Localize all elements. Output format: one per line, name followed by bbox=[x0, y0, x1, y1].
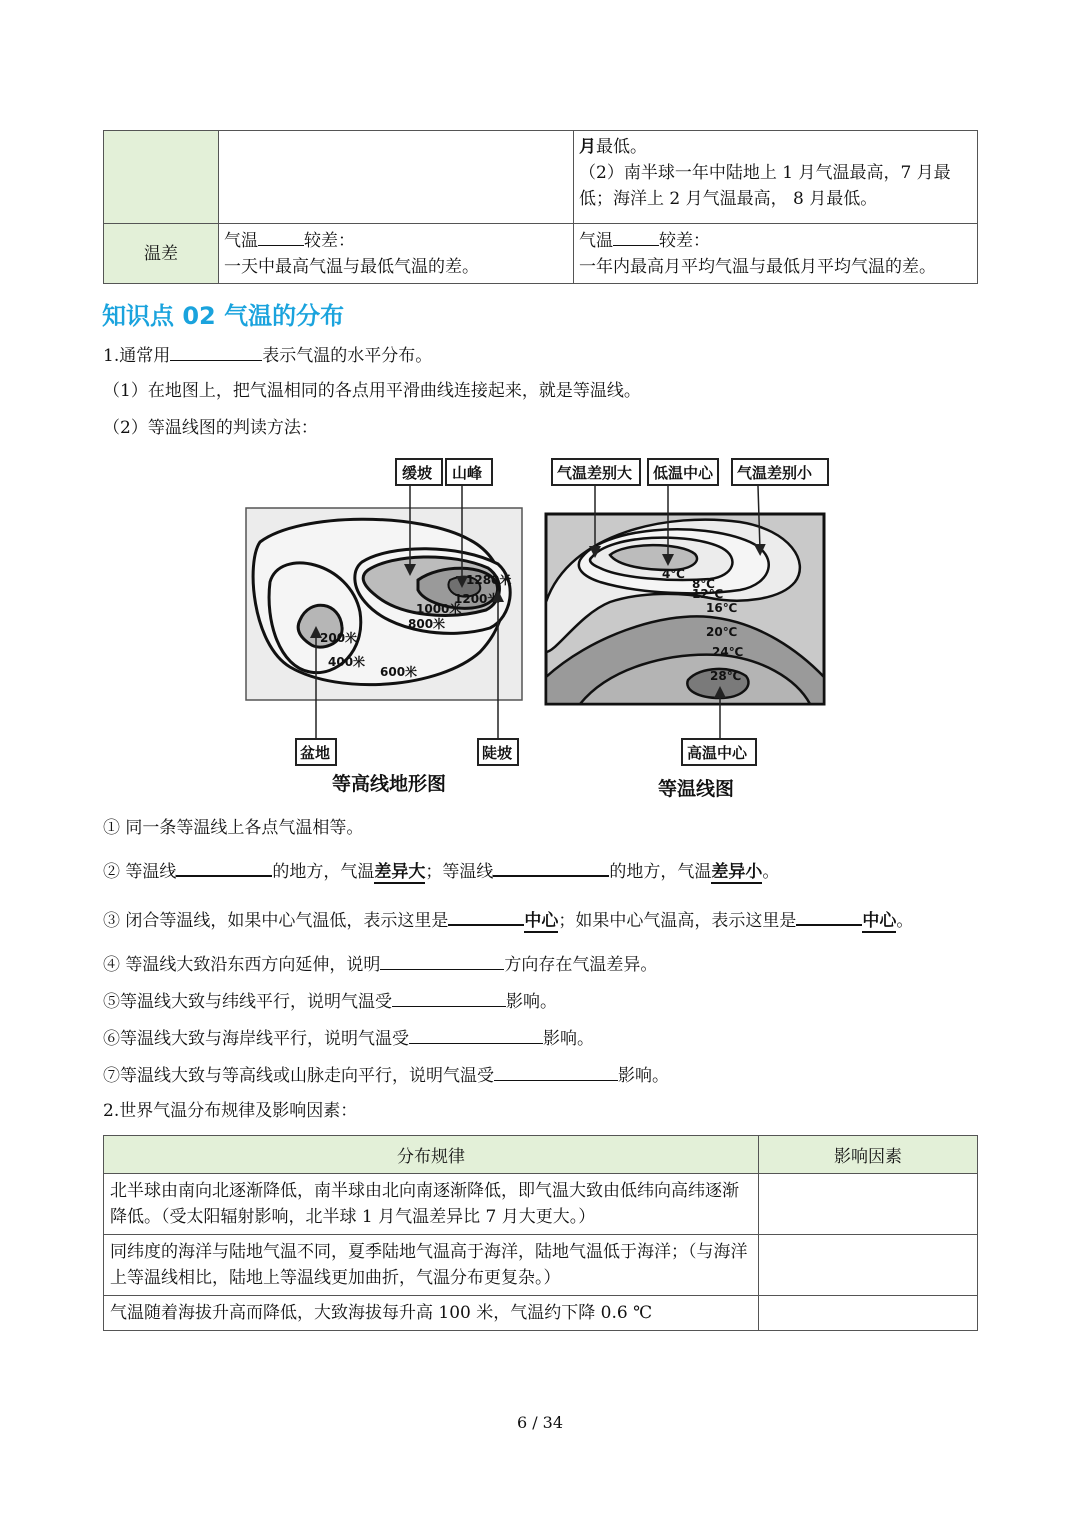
value-label: 12℃ bbox=[692, 587, 724, 601]
distribution-table bbox=[103, 1135, 978, 1331]
point-4 bbox=[103, 951, 657, 977]
caption-isotherm-map: 等温线图 bbox=[658, 778, 735, 800]
table-row bbox=[104, 1235, 978, 1296]
table-cell bbox=[574, 224, 978, 284]
label-small-difference: 气温差别小 bbox=[737, 464, 813, 482]
line-text: 1.通常用 bbox=[103, 346, 171, 366]
cell-text: （2）南半球一年中陆地上 1 月气温最高，7 月最低；海洋上 2 月气温最高， 8 月最低。 bbox=[579, 163, 951, 209]
table-cell bbox=[574, 131, 978, 224]
bold-text: 月 bbox=[579, 137, 596, 157]
value-label: 16℃ bbox=[706, 601, 738, 615]
point-2 bbox=[103, 857, 779, 884]
label-big-difference: 气温差别大 bbox=[557, 464, 633, 482]
column-header: 影响因素 bbox=[759, 1136, 978, 1174]
cell-text: 气温 bbox=[579, 231, 613, 251]
column-header: 分布规律 bbox=[104, 1136, 759, 1174]
line-text: ⑦等温线大致与等高线或山脉走向平行，说明气温受 bbox=[103, 1066, 494, 1086]
table-row bbox=[104, 224, 978, 284]
fill-blank bbox=[392, 988, 506, 1007]
text-line bbox=[103, 342, 432, 368]
fill-blank bbox=[409, 1025, 543, 1044]
figure bbox=[240, 452, 840, 804]
text-line: （1）在地图上，把气温相同的各点用平滑曲线连接起来，就是等温线。 bbox=[103, 381, 641, 401]
line-text: 方向存在气温差异。 bbox=[504, 955, 658, 975]
label-high-center: 高温中心 bbox=[687, 744, 748, 762]
table-cell-empty bbox=[759, 1235, 978, 1296]
table-row bbox=[104, 1174, 978, 1235]
line-text: ⑤等温线大致与纬线平行，说明气温受 bbox=[103, 992, 392, 1012]
line-text: ③ 闭合等温线，如果中心气温低，表示这里是 bbox=[103, 911, 449, 931]
line-text: ② 等温线 bbox=[103, 862, 177, 882]
line-text: 影响。 bbox=[618, 1066, 669, 1086]
line-text: 的地方，气温 bbox=[272, 862, 375, 882]
table-row bbox=[104, 1296, 978, 1331]
point-3 bbox=[103, 906, 913, 933]
emphasis-text: 中心 bbox=[862, 911, 897, 931]
fill-blank bbox=[170, 342, 262, 361]
fill-blank bbox=[448, 906, 524, 926]
value-label: 1200米 bbox=[454, 592, 500, 606]
value-label: 600米 bbox=[380, 665, 418, 679]
table-header-row bbox=[104, 1136, 978, 1174]
caption-contour-map: 等高线地形图 bbox=[332, 773, 447, 795]
point-6 bbox=[103, 1025, 594, 1051]
value-label: 400米 bbox=[328, 655, 366, 669]
line-text: ④ 等温线大致沿东西方向延伸，说明 bbox=[103, 955, 381, 975]
cell-text: 气温 bbox=[224, 231, 258, 251]
line-text: 。 bbox=[896, 911, 914, 931]
line-text: ；等温线 bbox=[425, 862, 494, 882]
label-gentle-slope: 缓坡 bbox=[402, 464, 433, 482]
line-text: ⑥等温线大致与海岸线平行，说明气温受 bbox=[103, 1029, 409, 1049]
value-label: 20℃ bbox=[706, 625, 738, 639]
line-text: 的地方，气温 bbox=[609, 862, 712, 882]
label-basin: 盆地 bbox=[300, 744, 331, 762]
label-peak: 山峰 bbox=[452, 464, 483, 482]
label-steep-slope: 陡坡 bbox=[482, 744, 513, 762]
cell-text: 较差： bbox=[659, 231, 710, 251]
fill-blank bbox=[494, 1062, 618, 1081]
value-label: 4℃ bbox=[662, 567, 685, 581]
table-cell: 北半球由南向北逐渐降低，南半球由北向南逐渐降低，即气温大致由低纬向高纬逐渐降低。（受太阳辐射影响，北半球 1 月气温差异比 7 月大更大。） bbox=[104, 1174, 759, 1235]
fill-blank bbox=[613, 227, 659, 246]
value-label: 28℃ bbox=[710, 669, 742, 683]
contour-map bbox=[246, 459, 522, 795]
table-cell: 气温随着海拔升高而降低，大致海拔每升高 100 米，气温约下降 0.6 ℃ bbox=[104, 1296, 759, 1331]
line-text: 影响。 bbox=[506, 992, 557, 1012]
isotherm-map bbox=[546, 459, 828, 800]
emphasis-text: 差异小 bbox=[711, 862, 763, 882]
emphasis-text: 中心 bbox=[524, 911, 559, 931]
value-label: 200米 bbox=[320, 631, 358, 645]
table-cell bbox=[104, 131, 219, 224]
point-1: ① 同一条等温线上各点气温相等。 bbox=[103, 818, 364, 838]
cell-text: 一年内最高月平均气温与最低月平均气温的差。 bbox=[579, 257, 936, 277]
line-text: 影响。 bbox=[543, 1029, 594, 1049]
value-label: 8℃ bbox=[692, 577, 715, 591]
line-text: 表示气温的水平分布。 bbox=[262, 346, 433, 366]
table-row bbox=[104, 131, 978, 224]
cell-text: 一天中最高气温与最低气温的差。 bbox=[224, 257, 479, 277]
cell-text: 较差： bbox=[304, 231, 355, 251]
page-number: 6 / 34 bbox=[516, 1413, 564, 1432]
section-title: 知识点 02 气温的分布 bbox=[102, 302, 345, 330]
value-label: 800米 bbox=[408, 617, 446, 631]
fill-blank bbox=[176, 857, 272, 877]
label-low-center: 低温中心 bbox=[653, 464, 714, 482]
table-cell bbox=[219, 131, 574, 224]
value-label: 1280米 bbox=[466, 573, 512, 587]
table-cell-empty bbox=[759, 1174, 978, 1235]
row-label: 温差 bbox=[104, 224, 219, 284]
point-5 bbox=[103, 988, 557, 1014]
table-cell bbox=[219, 224, 574, 284]
text-line: （2）等温线图的判读方法： bbox=[103, 418, 318, 438]
top-table bbox=[103, 130, 978, 284]
fill-blank bbox=[493, 857, 609, 877]
line-text: 。 bbox=[762, 862, 780, 882]
table-cell: 同纬度的海洋与陆地气温不同，夏季陆地气温高于海洋，陆地气温低于海洋；（与海洋上等温线相比，陆地上等温线更加曲折，气温分布更复杂。） bbox=[104, 1235, 759, 1296]
point-8: 2.世界气温分布规律及影响因素： bbox=[103, 1101, 358, 1121]
fill-blank bbox=[796, 906, 862, 926]
table-cell-empty bbox=[759, 1296, 978, 1331]
emphasis-text: 差异大 bbox=[374, 862, 426, 882]
cell-text: 最低。 bbox=[596, 137, 647, 157]
point-7 bbox=[103, 1062, 669, 1088]
value-label: 1000米 bbox=[416, 602, 462, 616]
value-label: 24℃ bbox=[712, 645, 744, 659]
fill-blank bbox=[258, 227, 304, 246]
fill-blank bbox=[380, 951, 504, 970]
line-text: ；如果中心气温高，表示这里是 bbox=[558, 911, 797, 931]
